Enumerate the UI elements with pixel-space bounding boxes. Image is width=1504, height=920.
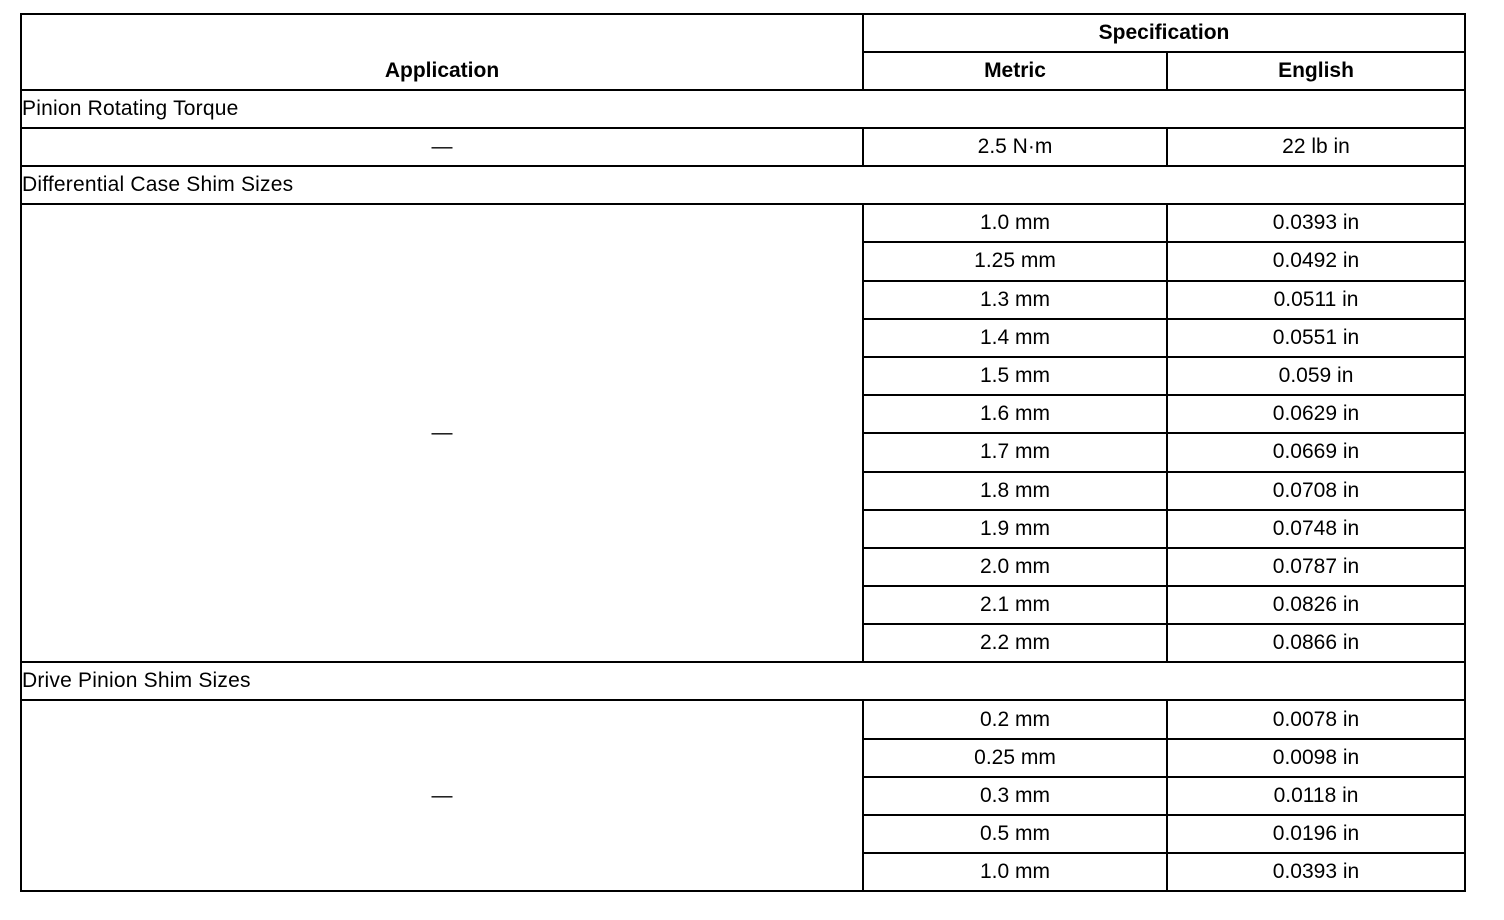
- application-cell: [21, 204, 863, 662]
- section-title: Differential Case Shim Sizes: [21, 166, 1465, 204]
- application-value: —: [431, 421, 453, 445]
- metric-value: 2.5 N·m: [863, 128, 1167, 166]
- metric-value: 2.1 mm: [863, 586, 1167, 624]
- metric-value: 1.7 mm: [863, 433, 1167, 471]
- english-value: 0.0669 in: [1167, 433, 1465, 471]
- specification-header: Specification: [863, 14, 1465, 52]
- metric-value: 1.6 mm: [863, 395, 1167, 433]
- application-cell: [21, 700, 863, 891]
- section-title: Pinion Rotating Torque: [21, 90, 1465, 128]
- metric-value: 1.9 mm: [863, 510, 1167, 548]
- english-value: 0.0492 in: [1167, 242, 1465, 280]
- english-value: 0.0078 in: [1167, 700, 1465, 738]
- metric-value: 2.0 mm: [863, 548, 1167, 586]
- table-row: [21, 204, 1465, 242]
- english-value: 0.0748 in: [1167, 510, 1465, 548]
- metric-value: 1.25 mm: [863, 242, 1167, 280]
- section-title-row: [21, 166, 1465, 204]
- english-value: 0.059 in: [1167, 357, 1465, 395]
- section-title-row: [21, 90, 1465, 128]
- metric-header: Metric: [863, 52, 1167, 90]
- application-value: —: [431, 783, 453, 807]
- table-row: [21, 700, 1465, 738]
- english-value: 22 lb in: [1167, 128, 1465, 166]
- english-value: 0.0551 in: [1167, 319, 1465, 357]
- metric-value: 0.2 mm: [863, 700, 1167, 738]
- english-value: 0.0118 in: [1167, 777, 1465, 815]
- english-value: 0.0629 in: [1167, 395, 1465, 433]
- metric-value: 0.3 mm: [863, 777, 1167, 815]
- metric-value: 1.4 mm: [863, 319, 1167, 357]
- english-value: 0.0866 in: [1167, 624, 1465, 662]
- application-header: Application: [21, 14, 863, 90]
- english-value: 0.0787 in: [1167, 548, 1465, 586]
- table-row: [21, 128, 1465, 166]
- english-value: 0.0393 in: [1167, 204, 1465, 242]
- english-value: 0.0708 in: [1167, 472, 1465, 510]
- metric-value: 1.0 mm: [863, 204, 1167, 242]
- metric-value: 1.8 mm: [863, 472, 1167, 510]
- metric-value: 0.25 mm: [863, 739, 1167, 777]
- metric-value: 1.3 mm: [863, 281, 1167, 319]
- english-value: 0.0826 in: [1167, 586, 1465, 624]
- english-value: 0.0511 in: [1167, 281, 1465, 319]
- table-body: [21, 90, 1465, 891]
- specification-table: [20, 13, 1466, 892]
- english-value: 0.0098 in: [1167, 739, 1465, 777]
- metric-value: 2.2 mm: [863, 624, 1167, 662]
- application-value: —: [431, 135, 453, 159]
- metric-value: 1.0 mm: [863, 853, 1167, 891]
- metric-value: 1.5 mm: [863, 357, 1167, 395]
- application-cell: [21, 128, 863, 166]
- english-value: 0.0393 in: [1167, 853, 1465, 891]
- english-header: English: [1167, 52, 1465, 90]
- section-title: Drive Pinion Shim Sizes: [21, 662, 1465, 700]
- metric-value: 0.5 mm: [863, 815, 1167, 853]
- section-title-row: [21, 662, 1465, 700]
- english-value: 0.0196 in: [1167, 815, 1465, 853]
